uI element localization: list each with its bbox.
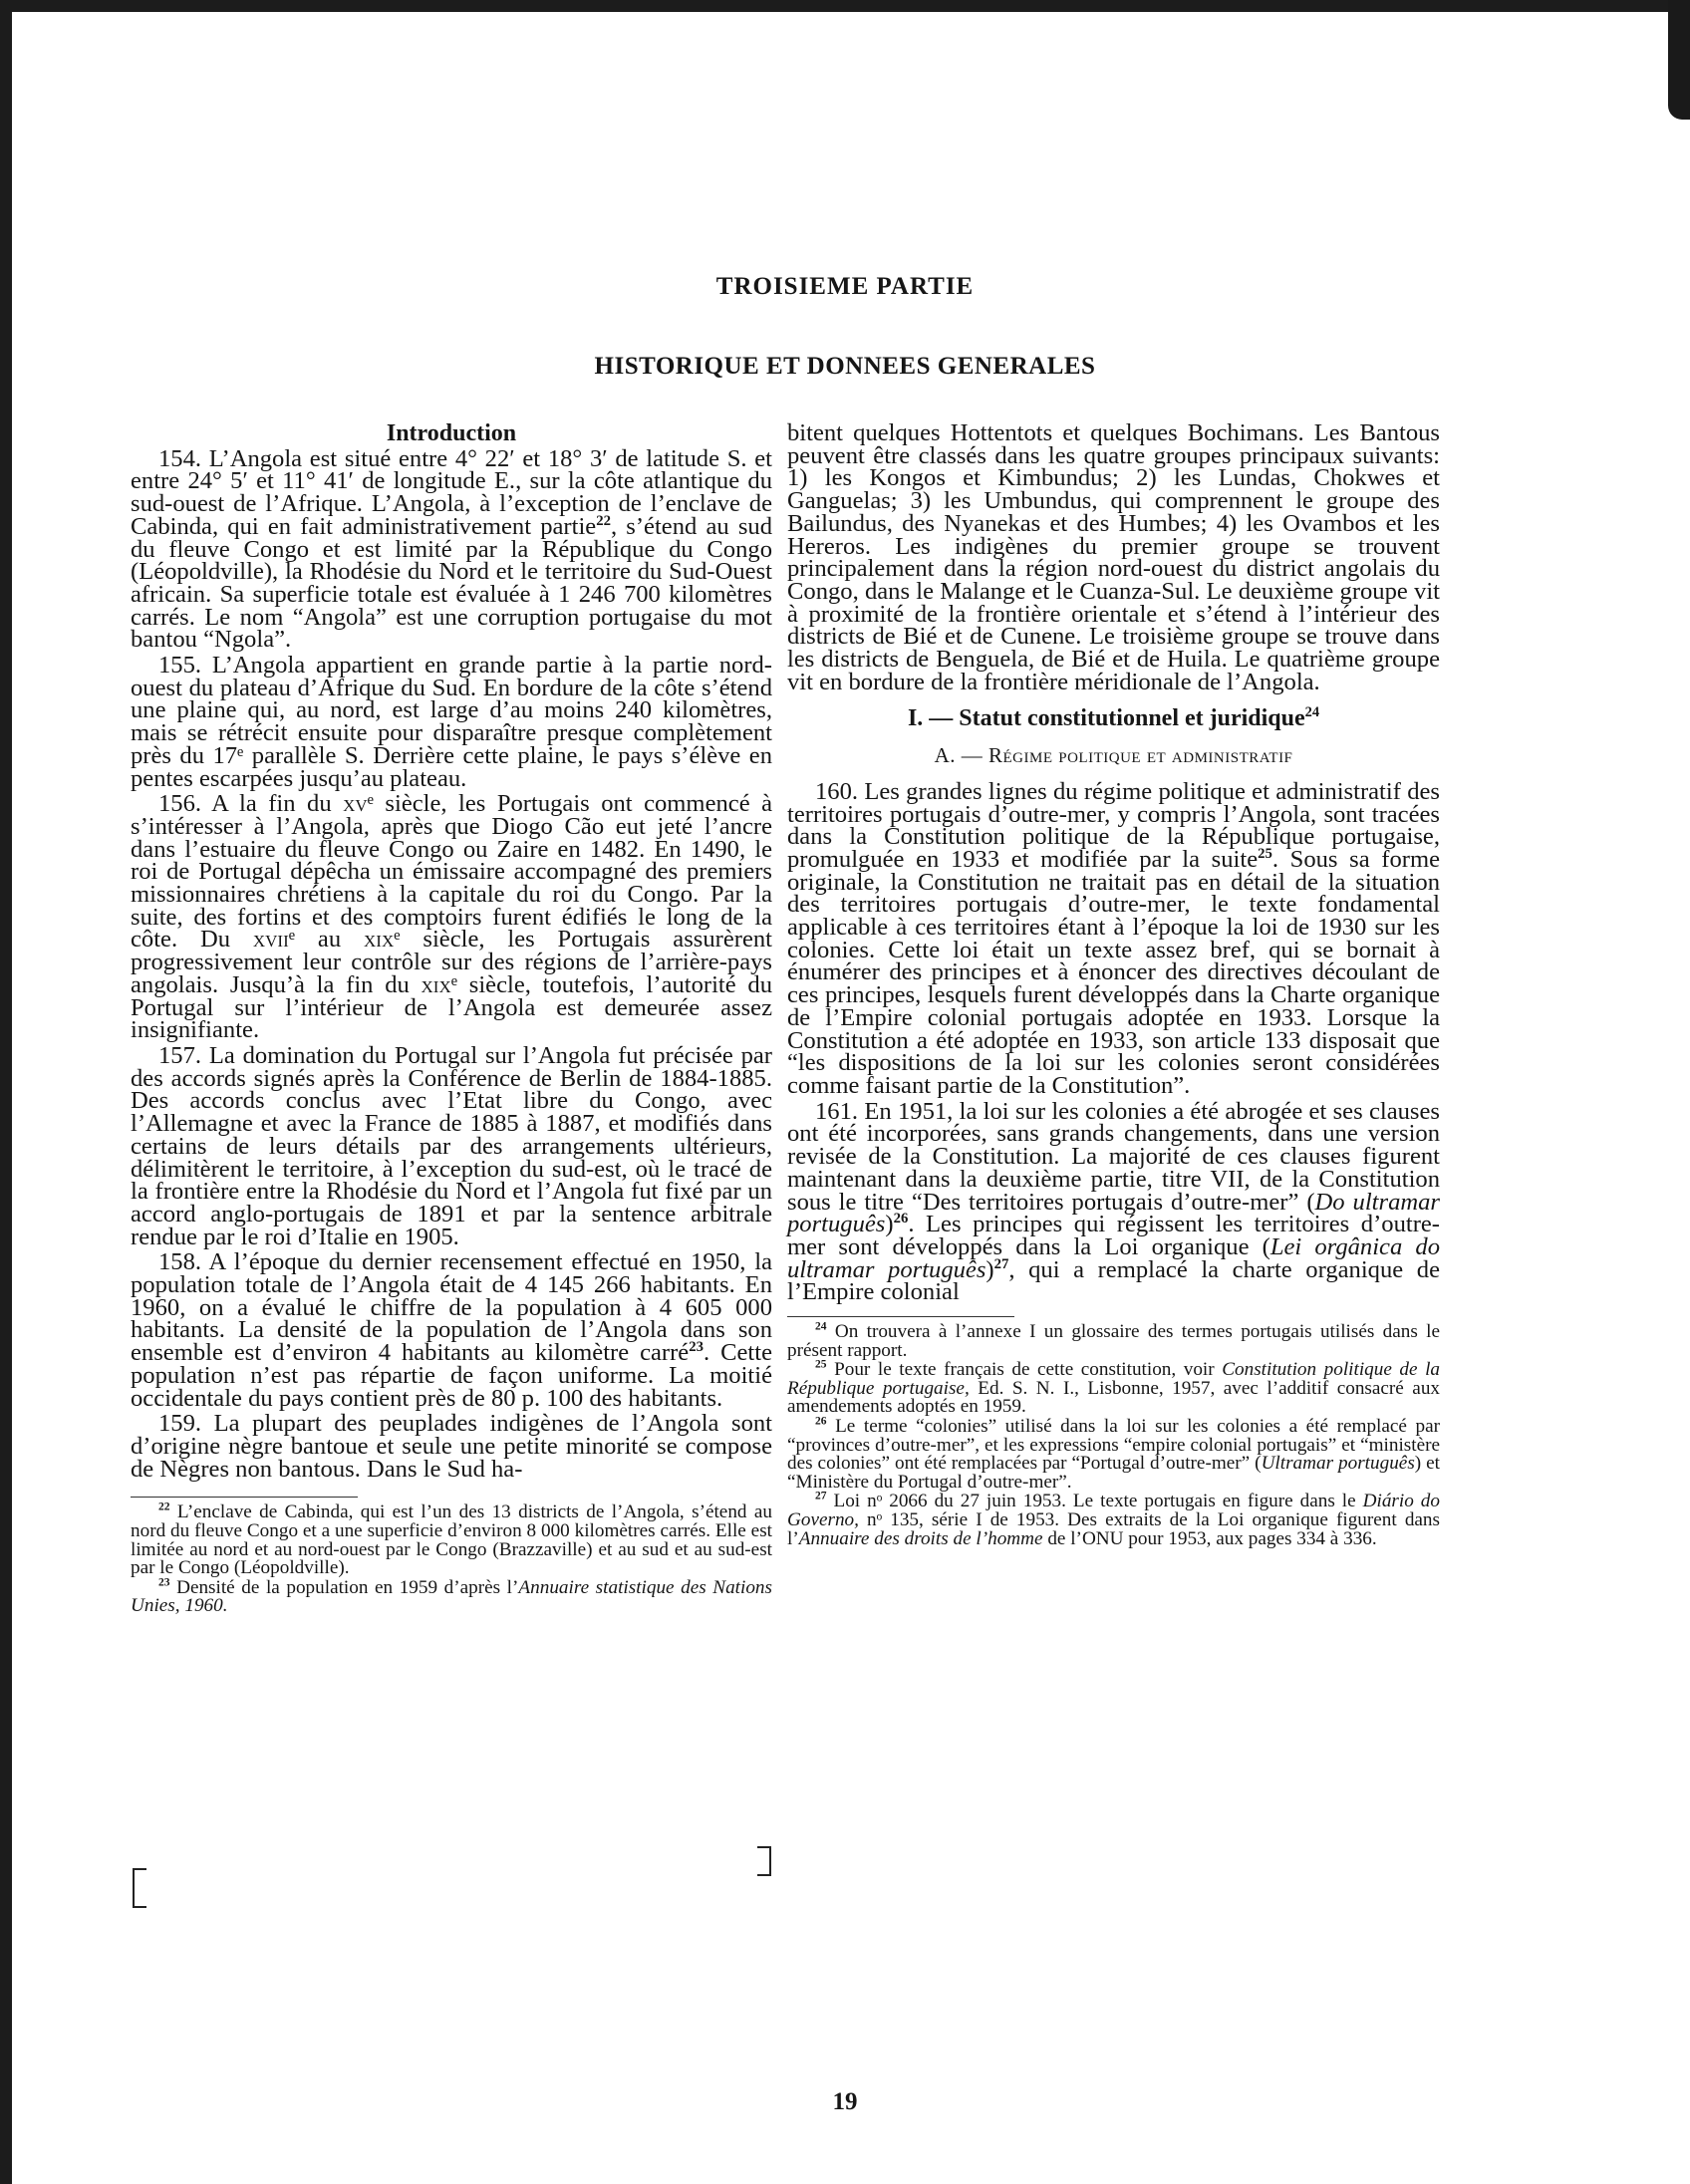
- introduction-heading: Introduction: [386, 420, 517, 446]
- paragraph-158: 158. A l’époque du dernier recensement effectué en 1950, la population totale de l’Angola était de 4 145 266 habitants. En 1960, on a évalué le chiffre de la population à 4 605 000 habitants. La densité de la population de l’Angola dans son ensemble est d’environ 4 habitants au kilomètre carré$^{23}$. Cette population n’est pas répartie de façon uniforme. La moitié occidentale du pays contient près de 80 p. 100 des habitants.: [131, 1248, 772, 1412]
- paragraph-159: 159. La plupart des peuplades indigènes de l’Angola sont d’origine nègre bantoue et seule une petite minorité se compose de Nègres non bantous. Dans le Sud ha-: [131, 1410, 772, 1483]
- scan-edge-top: [0, 0, 1690, 12]
- part-title: TROISIEME PARTIE: [715, 273, 975, 300]
- footnote-24: $^{24}$ On trouvera à l’annexe I un glossaire des termes portugais utilisés dans le présent rapport.: [787, 1320, 1440, 1361]
- footnote-ref-22: 22: [596, 512, 611, 529]
- paragraph-156: 156. A la fin du xvᵉ siècle, les Portugais ont commencé à s’intéresser à l’Angola, après que Diogo Cão eut jeté l’ancre dans l’estuaire du fleuve Congo ou Zaire en 1482. En 1490, le roi de Portugal dépêcha un émissaire accompagné des premiers missionnaires chrétiens à la capitale du roi du Congo. Par la suite, des fortins et des comptoirs furent édifiés le long de la côte. Du xviiᵉ au xixᵉ siècle, les Portugais assurèrent progressivement leur contrôle sur des régions de l’arrière-pays angolais. Jusqu’à la fin du xixᵉ siècle, toutefois, l’autorité du Portugal sur l’intérieur de l’Angola est demeurée assez insignifiante.: [131, 790, 772, 1044]
- footnote-ref-24: 24: [1304, 704, 1320, 721]
- paragraph-155: 155. L’Angola appartient en grande partie à la partie nord-ouest du plateau d’Afrique du Sud. En bordure de la côte s’étend une plaine qui, au nord, est large d’au moins 240 kilomètres, mais se rétrécit ensuite pour disparaître presque complètement près du 17ᵉ parallèle S. Derrière cette plaine, le pays s’élève en pentes escarpées jusqu’au plateau.: [131, 652, 772, 792]
- footnote-26: $^{26}$ Le terme “colonies” utilisé dans la loi sur les colonies a été remplacé par “provinces d’outre-mer”, et les expressions “empire colonial portugais” et “ministère des colonies” ont été remplacées par “Portugal d’outre-mer” (Ultramar português) et “Ministère du Portugal d’outre-mer”.: [787, 1415, 1440, 1493]
- section-heading-statut: I. — Statut constitutionnel et juridique$^{24}$: [907, 704, 1320, 732]
- footnote-ref-25: 25: [1258, 845, 1272, 862]
- paragraph-154: 154. L’Angola est situé entre 4° 22′ et 18° 3′ de latitude S. et entre 24° 5′ et 11° 41′ de longitude E., sur la côte atlantique du sud-ouest de l’Afrique. L’Angola, à l’exception de l’enclave de Cabinda, qui en fait administrativement partie$^{22}$, s’étend au sud du fleuve Congo et est limité par la République du Congo (Léopoldville), la Rhodésie du Nord et le territoire du Sud-Ouest africain. Sa superficie totale est évaluée à 1 246 700 kilomètres carrés. Le nom “Angola” est une corruption portugaise du mot bantou “Ngola”.: [131, 444, 772, 654]
- right-column: [787, 419, 1441, 1549]
- paragraph-160: 160. Les grandes lignes du régime politique et administratif des territoires portugais d’outre-mer, y compris l’Angola, sont tracées dans la Constitution politique de la République portugaise, promulguée en 1933 et modifiée par la suite$^{25}$. Sous sa forme originale, la Constitution ne traitait pas en détail de la situation des territoires portugais d’outre-mer, le texte fondamental applicable à ces territoires étant à l’époque la loi de 1930 sur les colonies. Cette loi était un texte assez bref, qui se bornait à énumérer des principes et à énoncer des directives découlant de ces principes, lesquels furent développés dans la Charte organique de l’Empire colonial portugais adoptée en 1933. Lorsque la Constitution a été adoptée en 1933, son article 133 disposait que “les dispositions de la loi sur les colonies seront considérées comme faisant partie de la Constitution”.: [787, 777, 1440, 1099]
- page-number: 19: [832, 2088, 858, 2115]
- scan-corner-mark: [1668, 0, 1690, 120]
- subheading-regime: A. — Régime politique et administratif: [934, 743, 1293, 768]
- footnote-rule-left: [131, 1497, 358, 1498]
- footnote-ref-27: 27: [993, 1255, 1009, 1272]
- paragraph-161: 161. En 1951, la loi sur les colonies a été abrogée et ses clauses ont été incorporées, sans grands changements, dans une version revisée de la Constitution. La majorité de ces clauses figurent maintenant dans la deuxième partie, titre VII, de la Constitution sous le titre “Des territoires portugais d’outre-mer” (Do ultramar português)$^{26}$. Les principes qui régissent les territoires d’outre-mer sont développés dans la Loi organique (Lei orgânica do ultramar português)$^{27}$, qui a remplacé la charte organique de l’Empire colonial: [787, 1097, 1440, 1306]
- footnote-22: $^{22}$ L’enclave de Cabinda, qui est l’un des 13 districts de l’Angola, s’étend au nord du fleuve Congo et a une superficie d’environ 8 000 kilomètres carrés. Elle est limitée au nord et au nord-ouest par le Congo (Brazzaville) et au sud et au sud-est par le Congo (Léopoldville).: [131, 1501, 772, 1579]
- pen-annotation-bracket: [757, 1846, 771, 1876]
- pen-annotation-bracket: [133, 1868, 146, 1908]
- scan-edge-left: [0, 0, 12, 2184]
- footnote-27: $^{27}$ Loi nᵒ 2066 du 27 juin 1953. Le texte portugais en figure dans le Diário do Governo, nᵒ 135, série I de 1953. Des extraits de la Loi organique figurent dans l’Annuaire des droits de l’homme de l’ONU pour 1953, aux pages 334 à 336.: [787, 1490, 1440, 1549]
- section-title: HISTORIQUE ET DONNEES GENERALES: [594, 353, 1096, 380]
- footnote-ref-26: 26: [893, 1211, 909, 1228]
- footnote-rule-right: [787, 1316, 1014, 1317]
- footnote-ref-23: 23: [689, 1338, 704, 1355]
- left-column: [131, 422, 772, 1617]
- paragraph-159-continued: bitent quelques Hottentots et quelques Bochimans. Les Bantous peuvent être classés dans les quatre groupes principaux suivants: 1) les Kongos et Kimbundus; 2) les Lundas, Chokwes et Ganguelas; 3) les Umbundus, qui comprennent le groupe des Bailundus, des Nyanekas et des Humbes; 4) les Ovambos et les Hereros. Les indigènes du premier groupe se trouvent principalement dans la région nord-ouest du district angolais du Congo, dans le Malange et le Cuanza-Sul. Le deuxième groupe vit à proximité de la frontière orientale et s’étend à l’intérieur des districts de Bié et de Cunene. Le troisième groupe se trouve dans les districts de Benguela, de Bié et de Huila. Le quatrième groupe vit en bordure de la frontière méridionale de l’Angola.: [787, 419, 1440, 695]
- paragraph-157: 157. La domination du Portugal sur l’Angola fut précisée par des accords signés après la Conférence de Berlin de 1884-1885. Des accords conclus avec l’Etat libre du Congo, avec l’Allemagne et avec la France de 1885 à 1887, et modifiés dans certains de leurs détails par des arrangements ultérieurs, délimitèrent le territoire, à l’exception du sud-est, où le tracé de la frontière entre la Rhodésie du Nord et l’Angola fut fixé par un accord anglo-portugais de 1891 et par la sentence arbitrale rendue par le roi d’Italie en 1905.: [131, 1041, 772, 1250]
- footnote-23: $^{23}$ Densité de la population en 1959 d’après l’Annuaire statistique des Nations Unies, 1960.: [131, 1576, 772, 1617]
- footnote-25: $^{25}$ Pour le texte français de cette constitution, voir Constitution politique de la République portugaise, Ed. S. N. I., Lisbonne, 1957, avec l’additif consacré aux amendements adoptés en 1959.: [787, 1358, 1441, 1418]
